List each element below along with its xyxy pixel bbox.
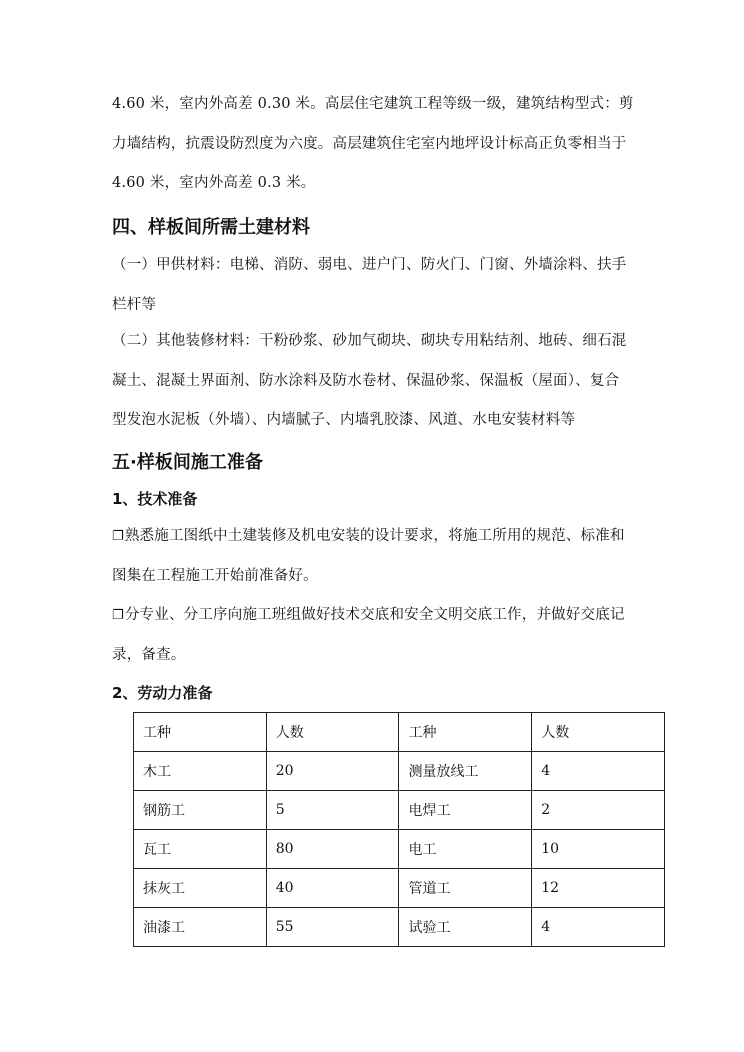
section-4-heading: 四、样板间所需土建材料 xyxy=(112,217,310,238)
checkbox-bullet-icon: ❐ xyxy=(112,529,124,544)
table-row xyxy=(134,791,665,830)
table-cell: 80 xyxy=(266,830,399,869)
section-4-item-1 xyxy=(112,246,636,325)
table-cell: 10 xyxy=(532,830,665,869)
subsection-2-heading: 2、劳动力准备 xyxy=(112,684,213,702)
item-1-line-1: （一）甲供材料：电梯、消防、弱电、进户门、防火门、门窗、外墙涂料、扶手 xyxy=(112,257,627,273)
intro-line-1: 4.60 米，室内外高差 0.30 米。高层住宅建筑工程等级一级，建筑结构型式：剪 xyxy=(112,96,634,112)
tech-para-1-line-2: 图集在工程施工开始前准备好。 xyxy=(112,567,318,584)
intro-paragraph xyxy=(112,85,636,204)
table-header-cell: 人数 xyxy=(266,713,399,752)
checkbox-bullet-icon: ❐ xyxy=(112,608,124,623)
intro-line-3: 4.60 米，室内外高差 0.3 米。 xyxy=(112,175,316,191)
table-cell: 4 xyxy=(532,752,665,791)
table-cell: 瓦工 xyxy=(134,830,267,869)
section-5-heading: 五·样板间施工准备 xyxy=(112,452,263,473)
table-cell: 5 xyxy=(266,791,399,830)
item-2-line-1: （二）其他装修材料：干粉砂浆、砂加气砌块、砌块专用粘结剂、地砖、细石混 xyxy=(112,333,627,349)
table-cell: 试验工 xyxy=(399,908,532,947)
table-cell: 管道工 xyxy=(399,869,532,908)
table-cell: 木工 xyxy=(134,752,267,791)
table-cell: 4 xyxy=(532,908,665,947)
labor-table xyxy=(133,712,665,947)
item-1-line-2: 栏杆等 xyxy=(112,296,157,313)
table-header-cell: 工种 xyxy=(399,713,532,752)
table-row xyxy=(134,752,665,791)
table-cell: 电焊工 xyxy=(399,791,532,830)
item-2-line-2: 凝土、混凝土界面剂、防水涂料及防水卷材、保温砂浆、保温板（屋面）、复合 xyxy=(112,372,620,389)
item-2-line-3: 型发泡水泥板（外墙）、内墙腻子、内墙乳胶漆、风道、水电安装材料等 xyxy=(112,412,576,428)
table-cell: 20 xyxy=(266,752,399,791)
table-header-row xyxy=(134,713,665,752)
table-cell: 55 xyxy=(266,908,399,947)
table-cell: 12 xyxy=(532,869,665,908)
section-4-item-2 xyxy=(112,322,636,441)
table-cell: 油漆工 xyxy=(134,908,267,947)
table-cell: 电工 xyxy=(399,830,532,869)
intro-line-2: 力墙结构，抗震设防烈度为六度。高层建筑住宅室内地坪设计标高正负零相当于 xyxy=(112,135,627,152)
table-header-cell: 人数 xyxy=(532,713,665,752)
subsection-1-heading: 1、技术准备 xyxy=(112,490,198,508)
table-header-cell: 工种 xyxy=(134,713,267,752)
tech-prep-paragraph-1 xyxy=(112,517,636,596)
tech-prep-paragraph-2 xyxy=(112,596,636,675)
table-row xyxy=(134,869,665,908)
tech-para-2-line-2: 录，备查。 xyxy=(112,646,186,663)
tech-para-2-line-1: 分专业、分工序向施工班组做好技术交底和安全文明交底工作，并做好交底记 xyxy=(124,607,625,623)
table-cell: 钢筋工 xyxy=(134,791,267,830)
table-row xyxy=(134,830,665,869)
table-cell: 测量放线工 xyxy=(399,752,532,791)
table-cell: 2 xyxy=(532,791,665,830)
tech-para-1-line-1: 熟悉施工图纸中土建装修及机电安装的设计要求，将施工所用的规范、标准和 xyxy=(124,528,625,544)
table-cell: 40 xyxy=(266,869,399,908)
table-row xyxy=(134,908,665,947)
table-cell: 抹灰工 xyxy=(134,869,267,908)
